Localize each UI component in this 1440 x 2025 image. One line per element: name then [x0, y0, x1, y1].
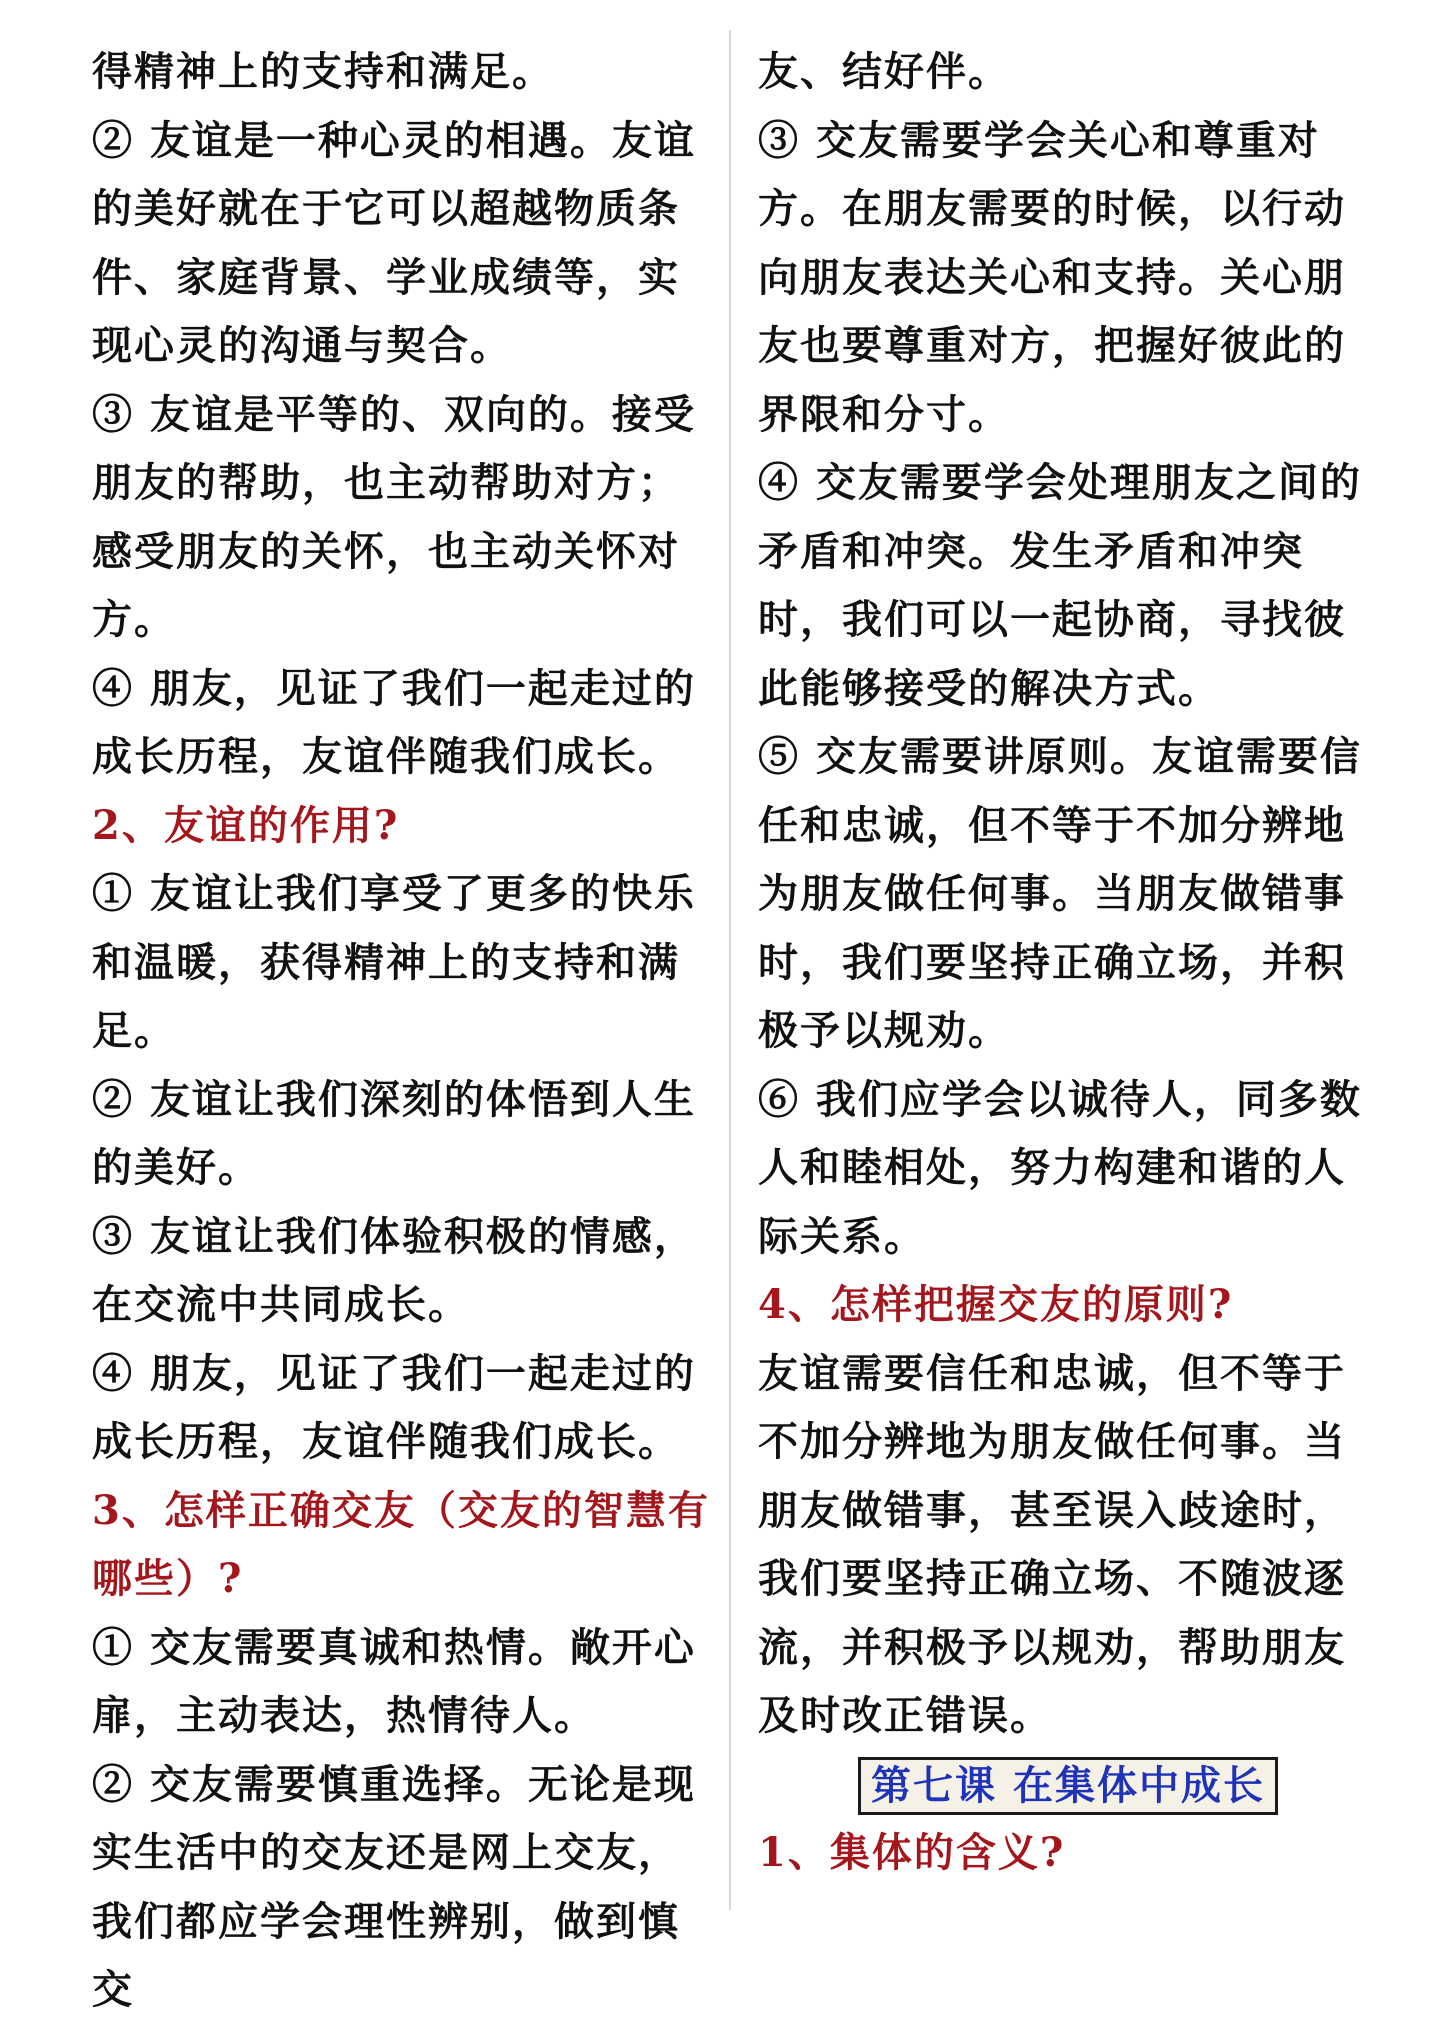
section-heading: 1、集体的含义?	[758, 1829, 1066, 1876]
section-heading: 2、友谊的作用?	[92, 801, 400, 849]
column-divider	[729, 30, 731, 1910]
paragraph: ④ 交友需要学会处理朋友之间的矛盾和冲突。发生矛盾和冲突时，我们可以一起协商，寻找彼此能够接受的解决方式。	[758, 459, 1362, 712]
paragraph: ① 交友需要真诚和热情。敞开心扉，主动表达，热情待人。	[92, 1623, 696, 1739]
paragraph: 友、结好伴。	[758, 48, 1010, 95]
left-column	[92, 38, 712, 2025]
paragraph: 友谊需要信任和忠诚，但不等于不加分辨地为朋友做任何事。当朋友做错事，甚至误入歧途时，我们要坚持正确立场、不随波逐流，并积极予以规劝，帮助朋友及时改正错误。	[758, 1349, 1346, 1739]
paragraph: ② 友谊是一种心灵的相遇。友谊的美好就在于它可以超越物质条件、家庭背景、学业成绩等，实现心灵的沟通与契合。	[92, 116, 696, 369]
lesson-title: 第七课 在集体中成长	[858, 1757, 1278, 1815]
right-column	[758, 38, 1378, 1888]
paragraph: 得精神上的支持和满足。	[92, 48, 554, 95]
paragraph: ② 友谊让我们深刻的体悟到人生的美好。	[92, 1075, 696, 1191]
paragraph: ⑤ 交友需要讲原则。友谊需要信任和忠诚，但不等于不加分辨地为朋友做任何事。当朋友做错事时，我们要坚持正确立场，并积极予以规劝。	[758, 733, 1362, 1054]
paragraph: ③ 友谊让我们体验积极的情感，在交流中共同成长。	[92, 1212, 696, 1328]
lesson-title-row	[758, 1751, 1378, 1820]
paragraph: ② 交友需要慎重选择。无论是现实生活中的交友还是网上交友，我们都应学会理性辨别，做到慎交	[92, 1760, 696, 2013]
paragraph: ③ 友谊是平等的、双向的。接受朋友的帮助，也主动帮助对方；感受朋友的关怀，也主动关怀对方。	[92, 390, 696, 643]
paragraph: ③ 交友需要学会关心和尊重对方。在朋友需要的时候，以行动向朋友表达关心和支持。关心朋友也要尊重对方，把握好彼此的界限和分寸。	[758, 116, 1346, 438]
paragraph: ⑥ 我们应学会以诚待人，同多数人和睦相处，努力构建和谐的人际关系。	[758, 1075, 1362, 1260]
section-heading: 4、怎样把握交友的原则?	[758, 1281, 1234, 1328]
paragraph: ④ 朋友，见证了我们一起走过的成长历程，友谊伴随我们成长。	[92, 1349, 696, 1465]
paragraph: ④ 朋友，见证了我们一起走过的成长历程，友谊伴随我们成长。	[92, 664, 696, 780]
section-heading: 3、怎样正确交友（交友的智慧有哪些）?	[92, 1486, 710, 1602]
paragraph: ① 友谊让我们享受了更多的快乐和温暖，获得精神上的支持和满足。	[92, 870, 696, 1054]
